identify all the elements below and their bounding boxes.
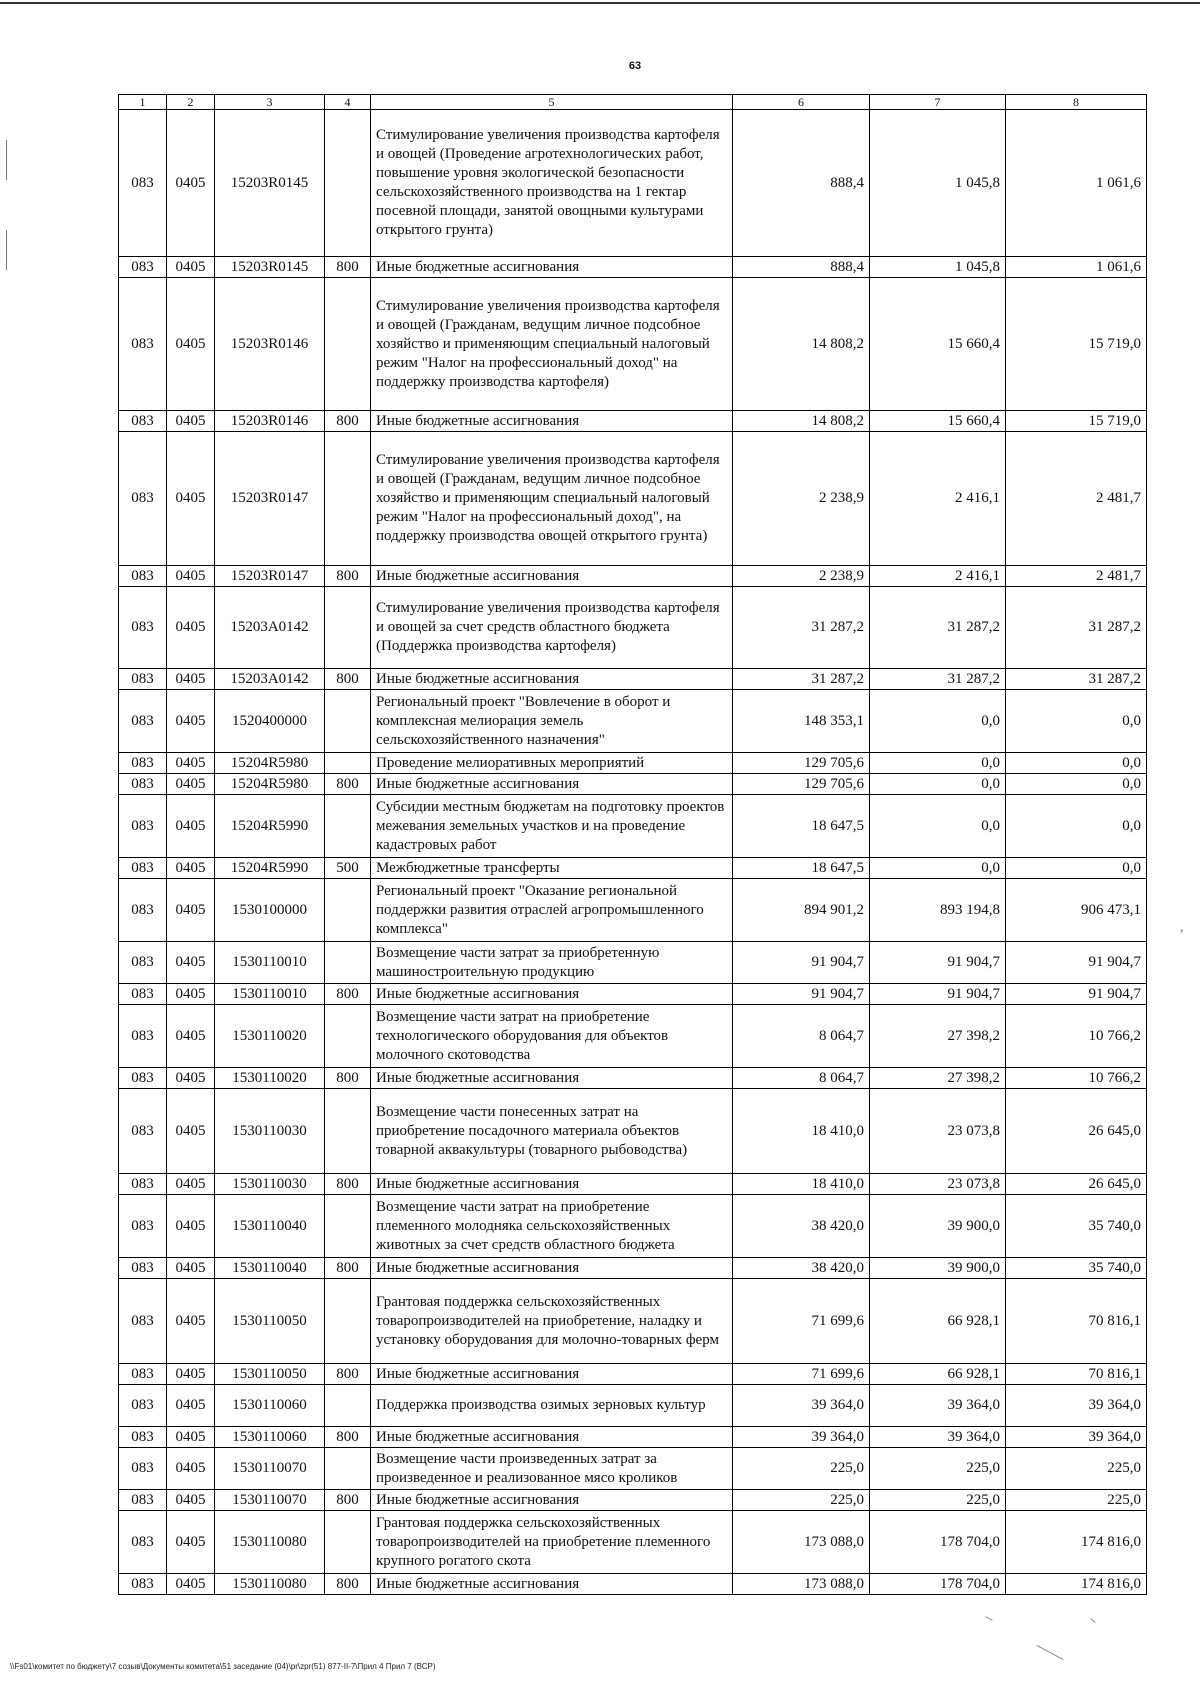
section-code-cell: 0405 xyxy=(167,1089,215,1174)
section-code-cell: 0405 xyxy=(167,1511,215,1574)
expense-type-cell: 800 xyxy=(325,669,371,690)
table-row xyxy=(119,411,1147,432)
expense-type-cell: 800 xyxy=(325,566,371,587)
amount-year3-cell: 1 061,6 xyxy=(1006,257,1147,278)
amount-year1-cell: 18 647,5 xyxy=(733,858,870,879)
target-article-cell: 1530110010 xyxy=(215,984,325,1005)
ministry-code-cell: 083 xyxy=(119,566,167,587)
amount-year3-cell: 35 740,0 xyxy=(1006,1195,1147,1258)
amount-year2-cell: 0,0 xyxy=(870,753,1006,774)
header-cell: 7 xyxy=(870,95,1006,110)
description-cell: Иные бюджетные ассигнования xyxy=(371,1574,733,1595)
section-code-cell: 0405 xyxy=(167,753,215,774)
expense-type-cell xyxy=(325,753,371,774)
description-cell: Грантовая поддержка сельскохозяйственных товаропроизводителей на приобретение, наладку и установку оборудования для молочно-товарных ферм xyxy=(371,1279,733,1364)
description-cell: Поддержка производства озимых зерновых культур xyxy=(371,1385,733,1427)
ministry-code-cell: 083 xyxy=(119,753,167,774)
section-code-cell: 0405 xyxy=(167,858,215,879)
table-row xyxy=(119,1258,1147,1279)
ministry-code-cell: 083 xyxy=(119,1385,167,1427)
amount-year3-cell: 91 904,7 xyxy=(1006,984,1147,1005)
target-article-cell: 15203R0147 xyxy=(215,566,325,587)
table-row xyxy=(119,795,1147,858)
expense-type-cell xyxy=(325,1089,371,1174)
amount-year3-cell: 225,0 xyxy=(1006,1448,1147,1490)
header-cell: 5 xyxy=(371,95,733,110)
amount-year2-cell: 91 904,7 xyxy=(870,942,1006,984)
expense-type-cell: 800 xyxy=(325,1174,371,1195)
expense-type-cell xyxy=(325,1279,371,1364)
amount-year2-cell: 0,0 xyxy=(870,774,1006,795)
target-article-cell: 15203R0146 xyxy=(215,411,325,432)
expense-type-cell xyxy=(325,942,371,984)
amount-year1-cell: 38 420,0 xyxy=(733,1258,870,1279)
table-row xyxy=(119,1174,1147,1195)
expense-type-cell: 800 xyxy=(325,411,371,432)
section-code-cell: 0405 xyxy=(167,587,215,669)
amount-year2-cell: 0,0 xyxy=(870,858,1006,879)
amount-year2-cell: 2 416,1 xyxy=(870,432,1006,566)
table-row xyxy=(119,1279,1147,1364)
ministry-code-cell: 083 xyxy=(119,1005,167,1068)
target-article-cell: 1530110080 xyxy=(215,1511,325,1574)
amount-year1-cell: 8 064,7 xyxy=(733,1068,870,1089)
description-cell: Стимулирование увеличения производства картофеля и овощей (Гражданам, ведущим личное подсобное хозяйство и применяющим специальный налоговый режим "Налог на профессиональный доход" на поддержку производства картофеля) xyxy=(371,278,733,411)
ministry-code-cell: 083 xyxy=(119,942,167,984)
section-code-cell: 0405 xyxy=(167,566,215,587)
section-code-cell: 0405 xyxy=(167,774,215,795)
amount-year1-cell: 18 410,0 xyxy=(733,1174,870,1195)
scan-margin-mark xyxy=(6,140,7,180)
section-code-cell: 0405 xyxy=(167,984,215,1005)
section-code-cell: 0405 xyxy=(167,795,215,858)
description-cell: Иные бюджетные ассигнования xyxy=(371,774,733,795)
amount-year3-cell: 91 904,7 xyxy=(1006,942,1147,984)
header-cell: 1 xyxy=(119,95,167,110)
expense-type-cell xyxy=(325,690,371,753)
table-row xyxy=(119,566,1147,587)
target-article-cell: 15203R0145 xyxy=(215,257,325,278)
scan-speck: , xyxy=(1180,920,1184,935)
description-cell: Проведение мелиоративных мероприятий xyxy=(371,753,733,774)
scan-speck xyxy=(1037,1645,1064,1660)
amount-year3-cell: 31 287,2 xyxy=(1006,669,1147,690)
section-code-cell: 0405 xyxy=(167,1385,215,1427)
table-row xyxy=(119,1195,1147,1258)
expense-type-cell: 800 xyxy=(325,1068,371,1089)
table-row xyxy=(119,1448,1147,1490)
expense-type-cell xyxy=(325,795,371,858)
table-row xyxy=(119,774,1147,795)
amount-year2-cell: 15 660,4 xyxy=(870,278,1006,411)
amount-year3-cell: 15 719,0 xyxy=(1006,411,1147,432)
ministry-code-cell: 083 xyxy=(119,669,167,690)
table-row xyxy=(119,984,1147,1005)
amount-year3-cell: 225,0 xyxy=(1006,1490,1147,1511)
table-row xyxy=(119,1089,1147,1174)
expense-type-cell xyxy=(325,879,371,942)
ministry-code-cell: 083 xyxy=(119,1195,167,1258)
section-code-cell: 0405 xyxy=(167,278,215,411)
amount-year1-cell: 18 410,0 xyxy=(733,1089,870,1174)
target-article-cell: 15204R5980 xyxy=(215,753,325,774)
table-row xyxy=(119,858,1147,879)
amount-year3-cell: 0,0 xyxy=(1006,795,1147,858)
amount-year1-cell: 18 647,5 xyxy=(733,795,870,858)
amount-year2-cell: 39 364,0 xyxy=(870,1385,1006,1427)
amount-year2-cell: 178 704,0 xyxy=(870,1574,1006,1595)
description-cell: Иные бюджетные ассигнования xyxy=(371,411,733,432)
amount-year1-cell: 31 287,2 xyxy=(733,669,870,690)
amount-year3-cell: 0,0 xyxy=(1006,753,1147,774)
amount-year1-cell: 71 699,6 xyxy=(733,1279,870,1364)
target-article-cell: 1530110070 xyxy=(215,1448,325,1490)
description-cell: Возмещение части произведенных затрат за произведенное и реализованное мясо кроликов xyxy=(371,1448,733,1490)
description-cell: Иные бюджетные ассигнования xyxy=(371,1068,733,1089)
ministry-code-cell: 083 xyxy=(119,795,167,858)
amount-year1-cell: 148 353,1 xyxy=(733,690,870,753)
target-article-cell: 1530110050 xyxy=(215,1364,325,1385)
target-article-cell: 1530110050 xyxy=(215,1279,325,1364)
amount-year3-cell: 10 766,2 xyxy=(1006,1005,1147,1068)
ministry-code-cell: 083 xyxy=(119,110,167,257)
expense-type-cell: 800 xyxy=(325,1490,371,1511)
ministry-code-cell: 083 xyxy=(119,257,167,278)
table-row xyxy=(119,690,1147,753)
expense-type-cell xyxy=(325,587,371,669)
footer-file-path: \\Fs01\комитет по бюджету\7 созыв\Документы комитета\51 заседание (04)\pr\zpr(51) 877-II-7\Прил 4 Прил 7 (ВСР) xyxy=(10,1662,436,1671)
section-code-cell: 0405 xyxy=(167,110,215,257)
amount-year2-cell: 23 073,8 xyxy=(870,1089,1006,1174)
amount-year1-cell: 14 808,2 xyxy=(733,278,870,411)
amount-year1-cell: 8 064,7 xyxy=(733,1005,870,1068)
amount-year1-cell: 38 420,0 xyxy=(733,1195,870,1258)
description-cell: Иные бюджетные ассигнования xyxy=(371,984,733,1005)
amount-year1-cell: 888,4 xyxy=(733,110,870,257)
amount-year2-cell: 31 287,2 xyxy=(870,587,1006,669)
ministry-code-cell: 083 xyxy=(119,1364,167,1385)
description-cell: Иные бюджетные ассигнования xyxy=(371,1364,733,1385)
amount-year2-cell: 27 398,2 xyxy=(870,1005,1006,1068)
table-header-row xyxy=(119,95,1147,110)
section-code-cell: 0405 xyxy=(167,432,215,566)
expense-type-cell xyxy=(325,1385,371,1427)
section-code-cell: 0405 xyxy=(167,1490,215,1511)
amount-year3-cell: 0,0 xyxy=(1006,774,1147,795)
table-row xyxy=(119,432,1147,566)
amount-year3-cell: 70 816,1 xyxy=(1006,1279,1147,1364)
ministry-code-cell: 083 xyxy=(119,1427,167,1448)
table-row xyxy=(119,1364,1147,1385)
table-row xyxy=(119,1490,1147,1511)
target-article-cell: 15203R0147 xyxy=(215,432,325,566)
amount-year3-cell: 70 816,1 xyxy=(1006,1364,1147,1385)
table-row xyxy=(119,278,1147,411)
amount-year2-cell: 0,0 xyxy=(870,690,1006,753)
amount-year2-cell: 91 904,7 xyxy=(870,984,1006,1005)
description-cell: Стимулирование увеличения производства картофеля и овощей за счет средств областного бюджета (Поддержка производства картофеля) xyxy=(371,587,733,669)
description-cell: Грантовая поддержка сельскохозяйственных товаропроизводителей на приобретение племенного крупного рогатого скота xyxy=(371,1511,733,1574)
amount-year2-cell: 23 073,8 xyxy=(870,1174,1006,1195)
amount-year2-cell: 893 194,8 xyxy=(870,879,1006,942)
table-row xyxy=(119,1511,1147,1574)
target-article-cell: 15204R5990 xyxy=(215,858,325,879)
target-article-cell: 1530110020 xyxy=(215,1068,325,1089)
expense-type-cell xyxy=(325,110,371,257)
section-code-cell: 0405 xyxy=(167,1574,215,1595)
target-article-cell: 1520400000 xyxy=(215,690,325,753)
description-cell: Возмещение части затрат на приобретение технологического оборудования для объектов молочного скотоводства xyxy=(371,1005,733,1068)
amount-year1-cell: 173 088,0 xyxy=(733,1574,870,1595)
scan-speck xyxy=(985,1616,992,1621)
amount-year1-cell: 888,4 xyxy=(733,257,870,278)
expense-type-cell: 500 xyxy=(325,858,371,879)
amount-year2-cell: 39 900,0 xyxy=(870,1195,1006,1258)
target-article-cell: 15203R0146 xyxy=(215,278,325,411)
description-cell: Возмещение части затрат на приобретение племенного молодняка сельскохозяйственных животных за счет средств областного бюджета xyxy=(371,1195,733,1258)
amount-year2-cell: 15 660,4 xyxy=(870,411,1006,432)
target-article-cell: 1530110040 xyxy=(215,1258,325,1279)
amount-year2-cell: 27 398,2 xyxy=(870,1068,1006,1089)
section-code-cell: 0405 xyxy=(167,411,215,432)
ministry-code-cell: 083 xyxy=(119,1068,167,1089)
target-article-cell: 1530110060 xyxy=(215,1385,325,1427)
ministry-code-cell: 083 xyxy=(119,879,167,942)
section-code-cell: 0405 xyxy=(167,1005,215,1068)
expense-type-cell xyxy=(325,1005,371,1068)
amount-year3-cell: 26 645,0 xyxy=(1006,1174,1147,1195)
table-row xyxy=(119,1068,1147,1089)
table-row xyxy=(119,110,1147,257)
header-cell: 3 xyxy=(215,95,325,110)
ministry-code-cell: 083 xyxy=(119,587,167,669)
description-cell: Иные бюджетные ассигнования xyxy=(371,1258,733,1279)
header-cell: 4 xyxy=(325,95,371,110)
target-article-cell: 1530110060 xyxy=(215,1427,325,1448)
ministry-code-cell: 083 xyxy=(119,278,167,411)
amount-year3-cell: 35 740,0 xyxy=(1006,1258,1147,1279)
target-article-cell: 1530110040 xyxy=(215,1195,325,1258)
table-row xyxy=(119,879,1147,942)
amount-year3-cell: 174 816,0 xyxy=(1006,1511,1147,1574)
description-cell: Возмещение части затрат за приобретенную машиностроительную продукцию xyxy=(371,942,733,984)
amount-year2-cell: 66 928,1 xyxy=(870,1364,1006,1385)
expense-type-cell: 800 xyxy=(325,984,371,1005)
section-code-cell: 0405 xyxy=(167,257,215,278)
expense-type-cell xyxy=(325,1448,371,1490)
target-article-cell: 1530100000 xyxy=(215,879,325,942)
expense-type-cell xyxy=(325,278,371,411)
amount-year1-cell: 173 088,0 xyxy=(733,1511,870,1574)
expense-type-cell: 800 xyxy=(325,1364,371,1385)
amount-year2-cell: 66 928,1 xyxy=(870,1279,1006,1364)
amount-year3-cell: 174 816,0 xyxy=(1006,1574,1147,1595)
ministry-code-cell: 083 xyxy=(119,1511,167,1574)
scan-margin-mark xyxy=(6,230,7,270)
ministry-code-cell: 083 xyxy=(119,690,167,753)
amount-year1-cell: 14 808,2 xyxy=(733,411,870,432)
amount-year1-cell: 225,0 xyxy=(733,1490,870,1511)
table-row xyxy=(119,1427,1147,1448)
expense-type-cell: 800 xyxy=(325,257,371,278)
budget-table xyxy=(118,94,1147,1595)
amount-year1-cell: 31 287,2 xyxy=(733,587,870,669)
description-cell: Региональный проект "Вовлечение в оборот и комплексная мелиорация земель сельскохозяйственного назначения" xyxy=(371,690,733,753)
table-row xyxy=(119,1385,1147,1427)
amount-year3-cell: 906 473,1 xyxy=(1006,879,1147,942)
ministry-code-cell: 083 xyxy=(119,858,167,879)
section-code-cell: 0405 xyxy=(167,1258,215,1279)
ministry-code-cell: 083 xyxy=(119,1089,167,1174)
expense-type-cell xyxy=(325,1511,371,1574)
section-code-cell: 0405 xyxy=(167,879,215,942)
section-code-cell: 0405 xyxy=(167,669,215,690)
amount-year2-cell: 2 416,1 xyxy=(870,566,1006,587)
amount-year2-cell: 225,0 xyxy=(870,1448,1006,1490)
amount-year3-cell: 26 645,0 xyxy=(1006,1089,1147,1174)
section-code-cell: 0405 xyxy=(167,942,215,984)
amount-year3-cell: 2 481,7 xyxy=(1006,566,1147,587)
header-cell: 8 xyxy=(1006,95,1147,110)
amount-year3-cell: 0,0 xyxy=(1006,858,1147,879)
amount-year1-cell: 129 705,6 xyxy=(733,753,870,774)
amount-year1-cell: 2 238,9 xyxy=(733,432,870,566)
amount-year3-cell: 1 061,6 xyxy=(1006,110,1147,257)
amount-year2-cell: 0,0 xyxy=(870,795,1006,858)
ministry-code-cell: 083 xyxy=(119,1279,167,1364)
ministry-code-cell: 083 xyxy=(119,1174,167,1195)
target-article-cell: 15204R5990 xyxy=(215,795,325,858)
description-cell: Иные бюджетные ассигнования xyxy=(371,669,733,690)
target-article-cell: 1530110080 xyxy=(215,1574,325,1595)
amount-year3-cell: 0,0 xyxy=(1006,690,1147,753)
amount-year1-cell: 129 705,6 xyxy=(733,774,870,795)
scan-top-edge xyxy=(0,2,1200,4)
ministry-code-cell: 083 xyxy=(119,1448,167,1490)
table-row xyxy=(119,942,1147,984)
table-row xyxy=(119,1574,1147,1595)
ministry-code-cell: 083 xyxy=(119,1490,167,1511)
amount-year3-cell: 39 364,0 xyxy=(1006,1427,1147,1448)
description-cell: Межбюджетные трансферты xyxy=(371,858,733,879)
header-cell: 2 xyxy=(167,95,215,110)
amount-year2-cell: 1 045,8 xyxy=(870,110,1006,257)
description-cell: Стимулирование увеличения производства картофеля и овощей (Гражданам, ведущим личное подсобное хозяйство и применяющим специальный налоговый режим "Налог на профессиональный доход", на поддержку производства овощей открытого грунта) xyxy=(371,432,733,566)
amount-year3-cell: 31 287,2 xyxy=(1006,587,1147,669)
section-code-cell: 0405 xyxy=(167,690,215,753)
amount-year2-cell: 178 704,0 xyxy=(870,1511,1006,1574)
ministry-code-cell: 083 xyxy=(119,774,167,795)
amount-year1-cell: 91 904,7 xyxy=(733,942,870,984)
description-cell: Иные бюджетные ассигнования xyxy=(371,1427,733,1448)
amount-year3-cell: 15 719,0 xyxy=(1006,278,1147,411)
description-cell: Иные бюджетные ассигнования xyxy=(371,566,733,587)
expense-type-cell xyxy=(325,1195,371,1258)
description-cell: Стимулирование увеличения производства картофеля и овощей (Проведение агротехнологических работ, повышение уровня экологической безопасности сельскохозяйственного производства на 1 гектар посевной площади, занятой овощными культурами открытого грунта) xyxy=(371,110,733,257)
page-number: 63 xyxy=(628,60,642,72)
ministry-code-cell: 083 xyxy=(119,1258,167,1279)
amount-year2-cell: 225,0 xyxy=(870,1490,1006,1511)
amount-year3-cell: 10 766,2 xyxy=(1006,1068,1147,1089)
amount-year1-cell: 225,0 xyxy=(733,1448,870,1490)
ministry-code-cell: 083 xyxy=(119,984,167,1005)
target-article-cell: 1530110030 xyxy=(215,1089,325,1174)
amount-year2-cell: 39 364,0 xyxy=(870,1427,1006,1448)
target-article-cell: 1530110070 xyxy=(215,1490,325,1511)
amount-year1-cell: 91 904,7 xyxy=(733,984,870,1005)
amount-year2-cell: 31 287,2 xyxy=(870,669,1006,690)
section-code-cell: 0405 xyxy=(167,1448,215,1490)
description-cell: Иные бюджетные ассигнования xyxy=(371,1174,733,1195)
target-article-cell: 15203A0142 xyxy=(215,669,325,690)
expense-type-cell: 800 xyxy=(325,774,371,795)
table-row xyxy=(119,753,1147,774)
header-cell: 6 xyxy=(733,95,870,110)
amount-year1-cell: 71 699,6 xyxy=(733,1364,870,1385)
section-code-cell: 0405 xyxy=(167,1174,215,1195)
expense-type-cell: 800 xyxy=(325,1427,371,1448)
ministry-code-cell: 083 xyxy=(119,411,167,432)
section-code-cell: 0405 xyxy=(167,1279,215,1364)
target-article-cell: 15203R0145 xyxy=(215,110,325,257)
description-cell: Иные бюджетные ассигнования xyxy=(371,1490,733,1511)
target-article-cell: 1530110030 xyxy=(215,1174,325,1195)
amount-year3-cell: 2 481,7 xyxy=(1006,432,1147,566)
table-row xyxy=(119,1005,1147,1068)
expense-type-cell: 800 xyxy=(325,1574,371,1595)
amount-year1-cell: 39 364,0 xyxy=(733,1427,870,1448)
amount-year1-cell: 2 238,9 xyxy=(733,566,870,587)
target-article-cell: 1530110010 xyxy=(215,942,325,984)
description-cell: Субсидии местным бюджетам на подготовку проектов межевания земельных участков и на проведение кадастровых работ xyxy=(371,795,733,858)
amount-year1-cell: 894 901,2 xyxy=(733,879,870,942)
target-article-cell: 15204R5980 xyxy=(215,774,325,795)
amount-year3-cell: 39 364,0 xyxy=(1006,1385,1147,1427)
description-cell: Возмещение части понесенных затрат на приобретение посадочного материала объектов товарной аквакультуры (товарного рыбоводства) xyxy=(371,1089,733,1174)
section-code-cell: 0405 xyxy=(167,1068,215,1089)
expense-type-cell: 800 xyxy=(325,1258,371,1279)
section-code-cell: 0405 xyxy=(167,1364,215,1385)
amount-year1-cell: 39 364,0 xyxy=(733,1385,870,1427)
section-code-cell: 0405 xyxy=(167,1427,215,1448)
amount-year2-cell: 39 900,0 xyxy=(870,1258,1006,1279)
table-row xyxy=(119,587,1147,669)
description-cell: Иные бюджетные ассигнования xyxy=(371,257,733,278)
ministry-code-cell: 083 xyxy=(119,1574,167,1595)
ministry-code-cell: 083 xyxy=(119,432,167,566)
description-cell: Региональный проект "Оказание региональной поддержки развития отраслей агропромышленного комплекса" xyxy=(371,879,733,942)
amount-year2-cell: 1 045,8 xyxy=(870,257,1006,278)
section-code-cell: 0405 xyxy=(167,1195,215,1258)
target-article-cell: 15203A0142 xyxy=(215,587,325,669)
expense-type-cell xyxy=(325,432,371,566)
table-row xyxy=(119,257,1147,278)
table-row xyxy=(119,669,1147,690)
target-article-cell: 1530110020 xyxy=(215,1005,325,1068)
scan-speck xyxy=(1090,1618,1095,1623)
